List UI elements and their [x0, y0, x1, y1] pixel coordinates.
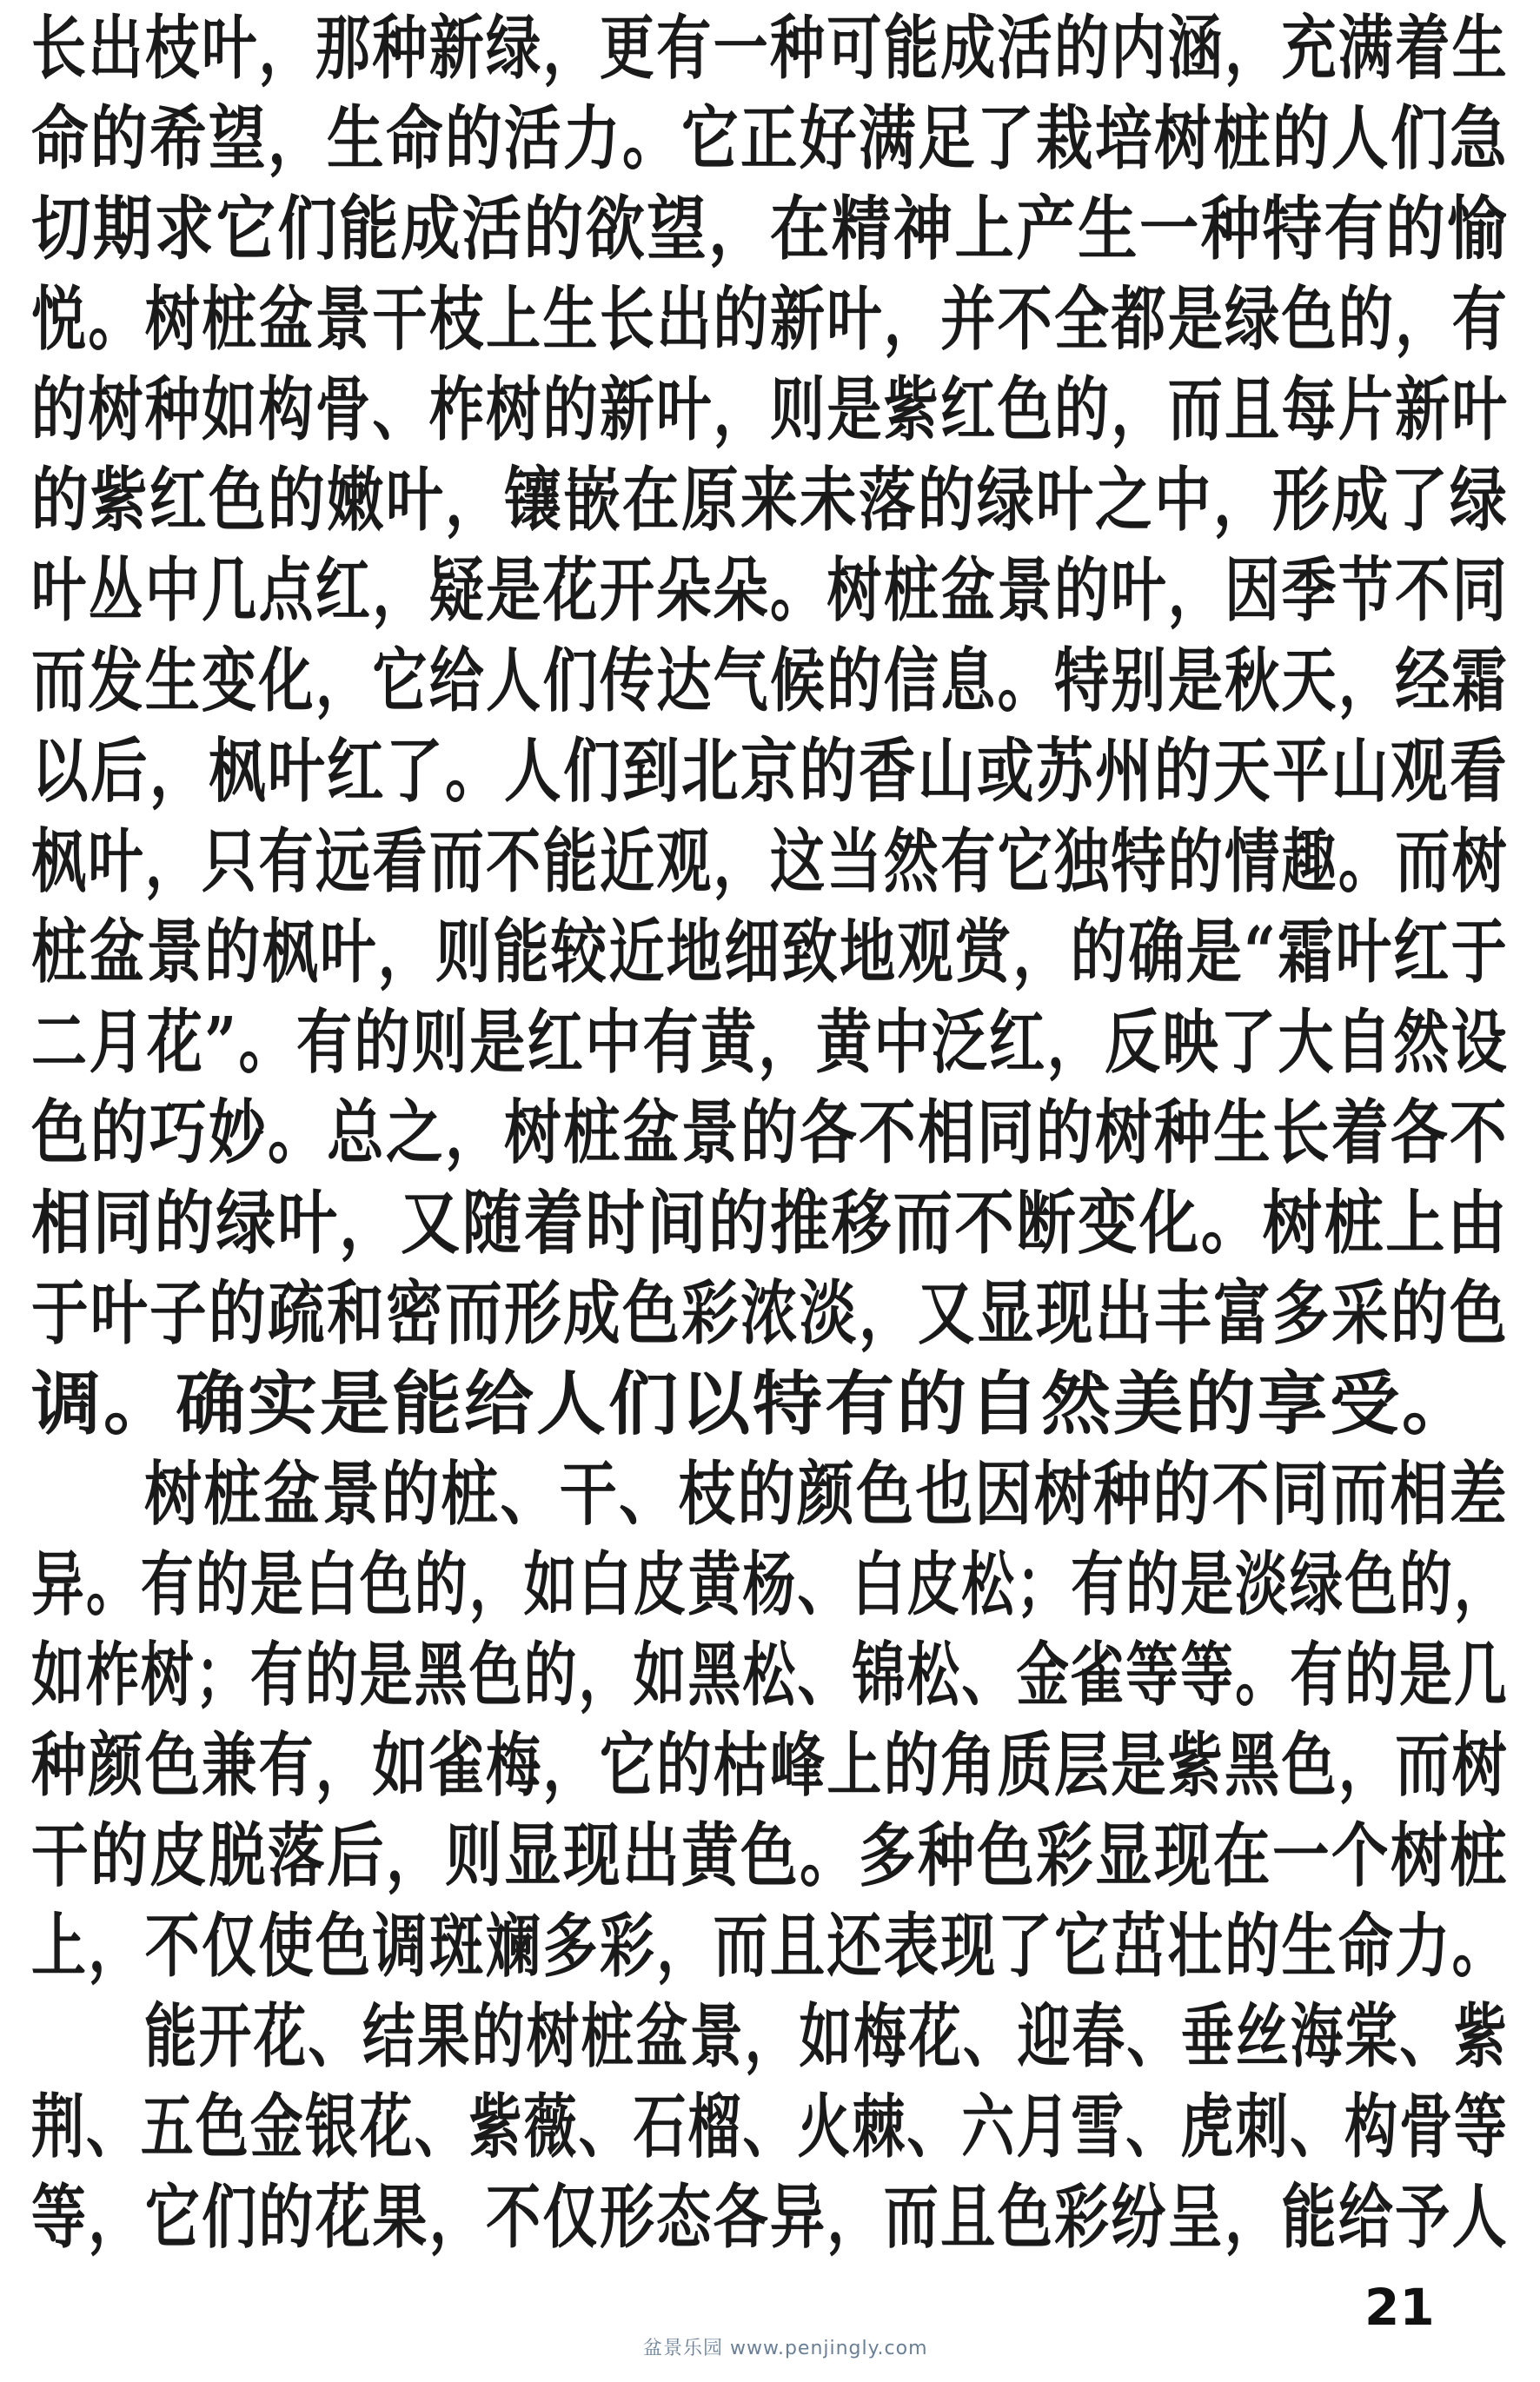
text-line: 等，它们的花果，不仅形态各异，而且色彩纷呈，能给予人 [31, 2176, 1510, 2258]
paragraph-start-line: 树桩盆景的桩、干、枝的颜色也因树种的不同而相差 [144, 1453, 1509, 1535]
text-line: 于叶子的疏和密而形成色彩浓淡，又显现出丰富多采的色 [31, 1272, 1510, 1354]
text-line: 枫叶，只有远看而不能近观，这当然有它独特的情趣。而树 [31, 820, 1510, 902]
text-line: 桩盆景的枫叶，则能较近地细致地观赏，的确是“霜叶红于 [31, 911, 1510, 992]
paragraph-start-line: 能开花、结果的树桩盆景，如梅花、迎春、垂丝海棠、紫 [144, 1995, 1509, 2077]
text-line: 种颜色兼有，如雀梅，它的枯峰上的角质层是紫黑色，而树 [31, 1724, 1510, 1806]
text-line: 叶丛中几点红，疑是花开朵朵。树桩盆景的叶，因季节不同 [31, 549, 1510, 631]
text-line: 调。确实是能给人们以特有的自然美的享受。 [31, 1363, 1474, 1444]
text-line: 长出枝叶，那种新绿，更有一种可能成活的内涵，充满着生 [31, 7, 1510, 89]
text-line: 相同的绿叶，又随着时间的推移而不断变化。树桩上由 [31, 1182, 1509, 1264]
text-line: 而发生变化，它给人们传达气候的信息。特别是秋天，经霜 [31, 640, 1510, 721]
text-line: 上，不仅使色调斑斓多彩，而且还表现了它茁壮的生命力。 [31, 1905, 1510, 1987]
text-line: 荆、五色金银花、紫薇、石榴、火棘、六月雪、虎刺、构骨等 [31, 2086, 1510, 2167]
page-number: 21 [1364, 2278, 1435, 2337]
text-line: 切期求它们能成活的欲望，在精神上产生一种特有的愉 [31, 188, 1509, 269]
text-line: 命的希望，生命的活力。它正好满足了栽培树桩的人们急 [31, 97, 1510, 179]
text-line: 如柞树；有的是黑色的，如黑松、锦松、金雀等等。有的是几 [31, 1634, 1510, 1715]
text-line: 二月花”。有的则是红中有黄，黄中泛红，反映了大自然设 [31, 1001, 1510, 1083]
text-line: 的紫红色的嫩叶，镶嵌在原来未落的绿叶之中，形成了绿 [31, 459, 1510, 541]
text-line: 以后，枫叶红了。人们到北京的香山或苏州的天平山观看 [31, 730, 1510, 812]
watermark: 盆景乐园 www.penjingly.com [643, 2338, 928, 2359]
text-line: 悦。树桩盆景干枝上生长出的新叶，并不全都是绿色的，有 [31, 278, 1510, 360]
text-line: 干的皮脱落后，则显现出黄色。多种色彩显现在一个树桩 [31, 1815, 1510, 1896]
text-line: 色的巧妙。总之，树桩盆景的各不相同的树种生长着各不 [31, 1091, 1510, 1173]
text-line: 的树种如构骨、柞树的新叶，则是紫红色的，而且每片新叶 [31, 368, 1510, 450]
text-line: 异。有的是白色的，如白皮黄杨、白皮松；有的是淡绿色的， [31, 1543, 1510, 1625]
